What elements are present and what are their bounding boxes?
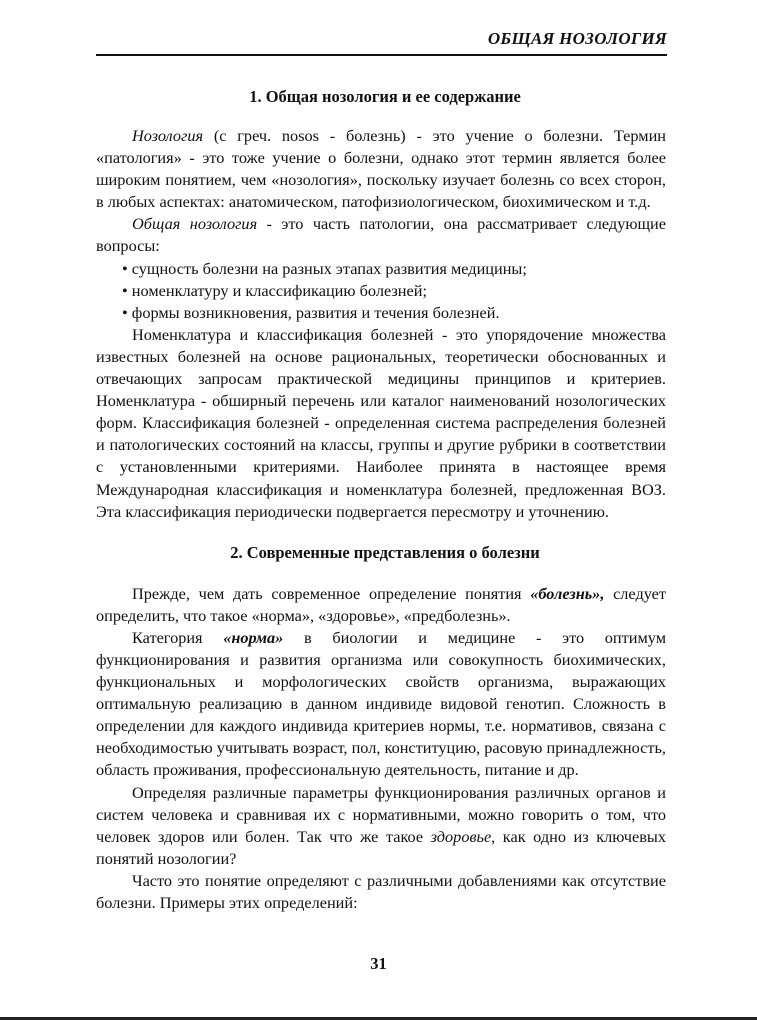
running-title: ОБЩАЯ НОЗОЛОГИЯ [487, 29, 667, 48]
paragraph-text: следует определить, что такое «норма», «здоровье», «предболезнь». [96, 583, 666, 625]
paragraph-definitions: Часто это понятие определяют с различными добавлениями как отсутствие болезни. Примеры этих определений: [96, 870, 666, 912]
term-disease: «болезнь», [530, 583, 605, 603]
section-1-heading: 1. Общая нозология и ее содержание [249, 87, 521, 106]
paragraph-health [96, 782, 666, 870]
section-2-heading: 2. Современные представления о болезни [230, 542, 540, 562]
bullet-item: • номенклатуру и классификацию болезней; [96, 280, 666, 302]
page-body [96, 86, 666, 914]
bullet-item: • сущность болезни на разных этапах развития медицины; [96, 258, 666, 280]
term-nosology: Нозология [132, 126, 204, 145]
paragraph-text: , как одно из ключевых понятий нозологии? [96, 826, 666, 868]
bullet-list [96, 258, 666, 324]
term-general-nosology: Общая нозология [132, 214, 258, 234]
running-header [96, 22, 667, 56]
page-number: 31 [370, 954, 387, 973]
paragraph-disease-intro [96, 583, 666, 627]
paragraph-text: в биологии и медицине - это оптимум функционирования и развития организма или совокупность биохимических, функциональных и морфологических свойств организма, выражающих оптимальную реализацию в данном индивиде видовой генотип. Сложность в определении для каждого индивида критериев нормы, т.е. нормативов, связана с необходимостью учитывать возраст, пол, конституцию, расовую принадлежность, область проживания, профессиональную деятельность, питание и др. [96, 627, 666, 780]
paragraph-nosology-definition [96, 125, 666, 213]
paragraph-general-nosology [96, 213, 666, 257]
paragraph-text: Определяя различные параметры функционирования различных органов и систем человека и сравнивая их с нормативными, можно говорить о том, что человек здоров или болен. Так что же такое [96, 782, 666, 846]
paragraph-text: (с греч. nosos - болезнь) - это учение о болезни. Термин «патология» - это тоже учение о болезни, однако этот термин является более широким понятием, чем «нозология», поскольку изучает болезнь со всех сторон, в любых аспектах: анатомическом, патофизиологическом, биохимическом и т.д. [96, 126, 666, 212]
paragraph-nomenclature: Номенклатура и классификация болезней - это упорядочение множества известных болезней на основе рациональных, теоретически обоснованных и отвечающих запросам практической медицины принципов и критериев. Номенклатура - обширный перечень или каталог наименований нозологических форм. Классификация болезней - определенная система распределения болезней и патологических состояний на классы, группы и другие рубрики в соответствии с установленными критериями. Наиболее принята в настоящее время Международная классификация и номенклатура болезней, предложенная ВОЗ. Эта классификация периодически подвергается пересмотру и уточнению. [96, 324, 666, 521]
bullet-item: • формы возникновения, развития и течения болезней. [96, 302, 666, 324]
paragraph-norm [96, 627, 666, 782]
paragraph-text: - это часть патологии, она рассматривает следующие вопросы: [96, 214, 666, 256]
paragraph-text: Прежде, чем дать современное определение понятия [132, 583, 531, 603]
term-norm: «норма» [223, 627, 284, 647]
term-health: здоровье [430, 826, 492, 846]
paragraph-text: Категория [132, 627, 224, 647]
